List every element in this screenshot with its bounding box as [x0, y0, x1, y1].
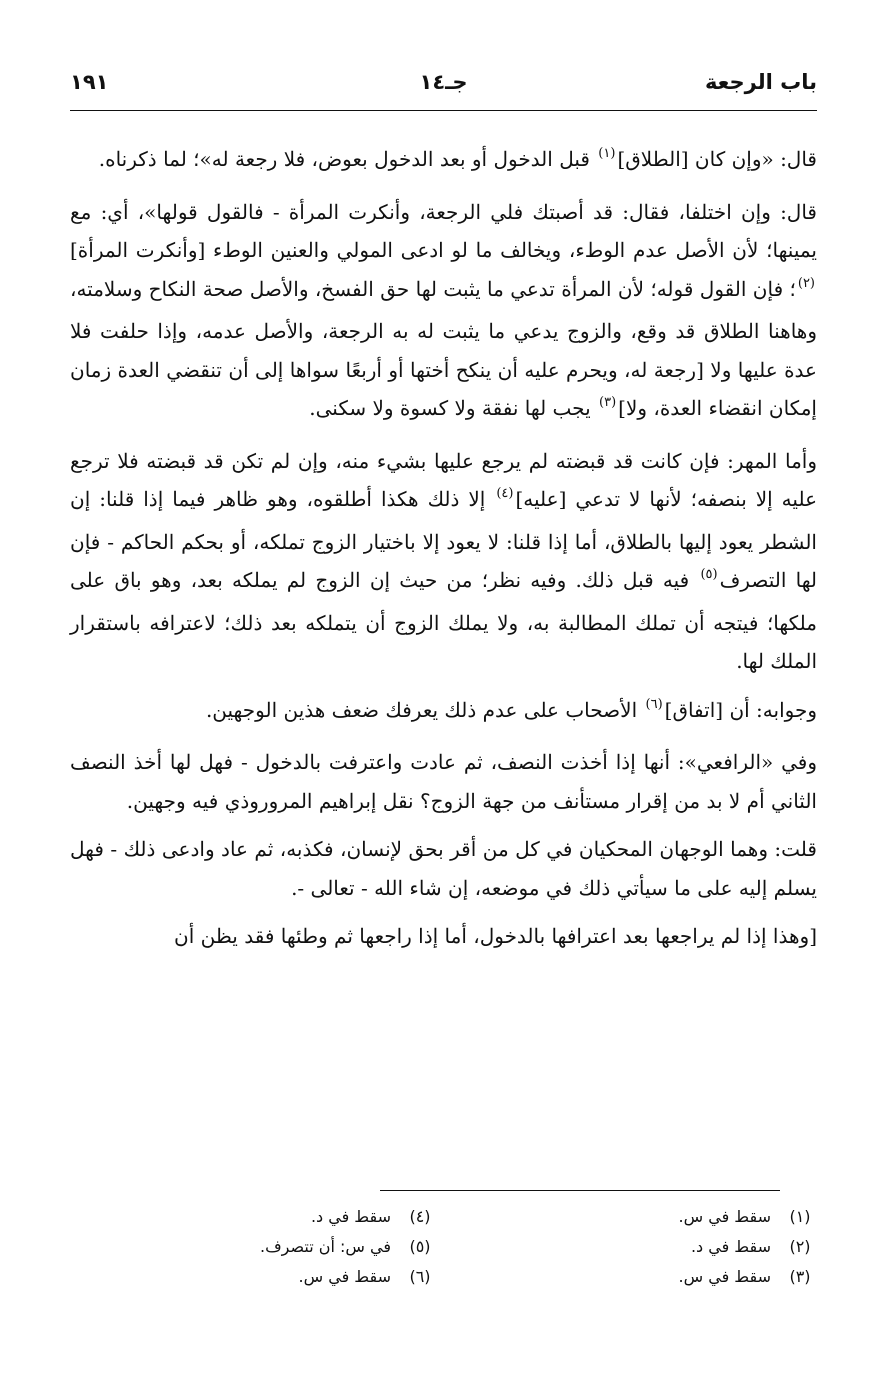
- footnote-text: سقط في د.: [310, 1207, 391, 1226]
- paragraph-text: [وهذا إذا لم يراجعها بعد اعترافها بالدخول، أما إذا راجعها ثم وطئها فقد يظن أن: [174, 924, 817, 948]
- footnote-number: (٦): [409, 1267, 431, 1286]
- page-number: ١٩١: [70, 70, 109, 94]
- paragraph: [70, 917, 817, 956]
- paragraph: [70, 193, 817, 432]
- footnote-number: (٤): [409, 1207, 431, 1226]
- paragraph-text: الأصحاب على عدم ذلك يعرفك ضعف هذين الوجهين.: [205, 697, 644, 722]
- footnote: [77, 1232, 437, 1262]
- footnote-ref: (٤): [496, 486, 514, 501]
- footnote-ref: (٥): [700, 567, 718, 582]
- volume-label: جـ١٤: [419, 70, 468, 94]
- footnote-number: (١): [789, 1207, 811, 1226]
- paragraph: [70, 691, 817, 734]
- paragraph: [70, 140, 817, 183]
- footnote: [457, 1262, 817, 1292]
- paragraph-text: وجوابه: أن [اتفاق]: [664, 697, 817, 722]
- footnote-text: سقط في س.: [298, 1267, 391, 1286]
- footnote-ref: (٢): [797, 275, 815, 291]
- main-text: [70, 140, 817, 966]
- paragraph-text: يجب لها نفقة ولا كسوة ولا سكنى.: [309, 396, 597, 420]
- running-header: [70, 66, 817, 106]
- footnotes-column-right: [457, 1202, 817, 1292]
- footnote-number: (٣): [789, 1267, 811, 1286]
- footnote-number: (٢): [789, 1237, 811, 1256]
- paragraph-text: قبل الدخول أو بعد الدخول بعوض، فلا رجعة له»؛ لما ذكرناه.: [98, 147, 597, 171]
- paragraph-text: ؛ فإن القول قوله؛ لأن المرأة تدعي ما يثبت لها حق الفسخ، والأصل صحة النكاح وسلامته، وهاهنا الطلاق قد وقع، والزوج يدعي ما يثبت له به الرجعة، والأصل عدمه، وإذا حلفت فلا عدة عليها ولا [رجعة له، ويحرم عليه أن ينكح أختها أو أربعًا سواها إلى أن تنقضي العدة زمان إمكان انقضاء العدة، ولا]: [70, 276, 817, 420]
- paragraph-text: وأما المهر: فإن كانت قد قبضته لم يرجع عليها بشيء منه، وإن لم تكن قد قبضته فلا ترجع عليه إلا بنصفه؛ لأنها لا تدعي [عليه]: [70, 448, 818, 511]
- paragraph-text: وفي «الرافعي»: أنها إذا أخذت النصف، ثم عادت واعترفت بالدخول - فهل لها أخذ النصف الثاني أم لا بد من إقرار مستأنف من جهة الزوج؟ نقل إبراهيم المروروذي فيه وجهين.: [70, 750, 817, 813]
- paragraph-text: إلا ذلك هكذا أطلقوه، وهو ظاهر فيما إذا قلنا: إن الشطر يعود إليها بالطلاق، أما إذا قلنا: لا يعود إلا باختيار الزوج تملكه، أو بحكم الحاكم - فإن لها التصرف: [70, 487, 818, 592]
- footnote-ref: (٦): [645, 696, 663, 712]
- footnote: [457, 1232, 817, 1262]
- paragraph-text: قلت: وهما الوجهان المحكيان في كل من أقر بحق لإنسان، فكذبه، ثم عاد وادعى ذلك - فهل يسلم إليه على ما سيأتي ذلك في موضعه، إن شاء الله - تعالى -.: [70, 837, 817, 900]
- header-divider: [70, 110, 817, 111]
- paragraph: [70, 442, 817, 681]
- footnotes-column-left: [77, 1202, 437, 1292]
- footnote-text: سقط في س.: [678, 1267, 771, 1286]
- paragraph-text: فيه قبل ذلك. وفيه نظر؛ من حيث إن الزوج لم يملكه بعد، وهو باق على ملكها؛ فيتجه أن تملك المطالبة به، ولا يملك الزوج أن يتملكه بعد ذلك؛ لاعترافه باستقرار الملك لها.: [70, 568, 817, 673]
- footnote-ref: (٣): [599, 395, 617, 410]
- footnote-number: (٥): [409, 1237, 431, 1256]
- footnote-ref: (١): [598, 146, 616, 161]
- footnote: [77, 1202, 437, 1232]
- footnote-divider: [380, 1190, 780, 1191]
- footnote-text: سقط في س.: [678, 1207, 771, 1226]
- paragraph: [70, 743, 817, 820]
- footnote-text: سقط في د.: [690, 1237, 771, 1256]
- paragraph-text: قال: وإن اختلفا، فقال: قد أصبتك فلي الرجعة، وأنكرت المرأة - فالقول قولها»، أي: مع يمينها؛ لأن الأصل عدم الوطء، ويخالف ما لو ادعى المولي والعنين الوطء [وأنكرت المرأة]: [70, 199, 817, 262]
- footnote: [457, 1202, 817, 1232]
- footnote-text: في س: أن تتصرف.: [259, 1237, 391, 1256]
- paragraph: [70, 830, 817, 907]
- chapter-title: باب الرجعة: [704, 70, 817, 94]
- paragraph-text: قال: «وإن كان [الطلاق]: [617, 147, 817, 171]
- footnote: [77, 1262, 437, 1292]
